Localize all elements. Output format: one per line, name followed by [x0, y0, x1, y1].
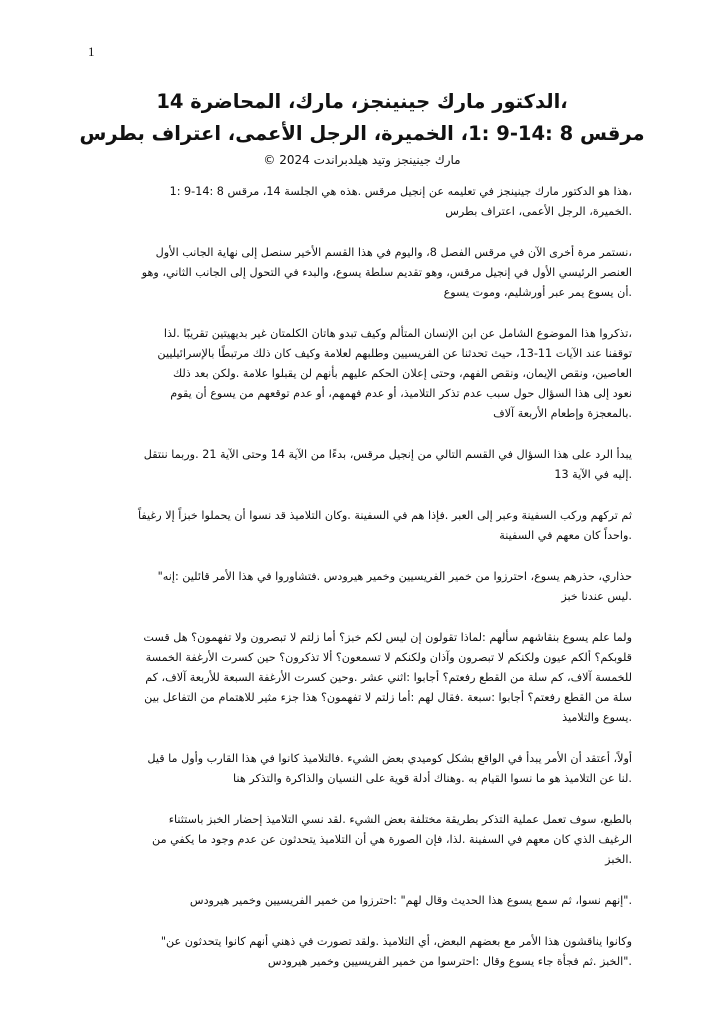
paragraph-line: .الخميرة، الرجل الأعمى، اعتراف بطرس [445, 205, 632, 218]
page-number: 1 [88, 44, 95, 59]
paragraph-line: يبدأ الرد على هذا السؤال في القسم التالي من إنجيل مرقس، بدءًا من الآية 14 وحتى الآية 21 .وربما ننتقل [143, 448, 632, 461]
paragraph-line: توقفنا عند الآيات 11-13، حيث تحدثنا عن الفريسيين وطلبهم لعلامة وكيف كان ذلك مرتبطًا بالإسرائيليين [157, 347, 632, 360]
paragraph-line: الرغيف الذي كان معهم في السفينة .لذا، فإن الصورة هي أن التلاميذ يتحدثون عن عدم وجود ما يكفي من [152, 833, 632, 846]
paragraph-line: وكانوا يناقشون هذا الأمر مع بعضهم البعض، أي التلاميذ .ولقد تصورت في ذهني أنهم كانوا يتحدثون عن" [160, 935, 632, 948]
paragraph-line: .بالمعجزة وإطعام الأربعة آلاف [493, 407, 632, 420]
paragraph [90, 891, 632, 911]
paragraph [90, 324, 632, 424]
paragraph-line: ثم تركهم وركب السفينة وعبر إلى العبر .فإذا هم في السفينة .وكان التلاميذ قد نسوا أن يحملوا خبزاً إلا رغيفاً [137, 509, 632, 522]
paragraph [90, 628, 632, 728]
paragraph [90, 506, 632, 546]
paragraph-line: .ليس عندنا خبز [561, 590, 632, 603]
paragraph-line: .إليه في الآية 13 [554, 468, 632, 481]
paragraph-line: العاصين، ونقص الإيمان، ونقص الفهم، وحتى إعلان الحكم عليهم بأنهم لن يقبلوا علامة .ولكن بعد ذلك [172, 367, 632, 380]
paragraph-line: العنصر الرئيسي الأول في إنجيل مرقس، وهو تقديم سلطة يسوع، والبدء في التحول إلى الجانب الثاني، وهو [141, 266, 632, 279]
paragraph-line: ."إنهم نسوا، ثم سمع يسوع هذا الحديث وقال لهم" :احترزوا من خمير الفريسيين وخمير هيرودس [189, 894, 632, 907]
paragraph-line: أولاً، أعتقد أن الأمر يبدأ في الواقع بشكل كوميدي بعض الشيء .فالتلاميذ كانوا في هذا القارب وأول ما قيل [147, 752, 632, 765]
paragraph-line: .أن يسوع يمر عبر أورشليم، وموت يسوع [443, 286, 632, 299]
paragraph [90, 243, 632, 303]
paragraph-line: .لنا عن التلاميذ هو ما نسوا القيام به .وهناك أدلة قوية على النسيان والذاكرة والتذكر هنا [233, 772, 632, 785]
paragraph [90, 567, 632, 607]
paragraph-line: قلوبكم؟ ألكم عيون ولكنكم لا تبصرون وآذان ولكنكم لا تسمعون؟ ألا تذكرون؟ حين كسرت الأرغفة الخمسة [145, 651, 632, 664]
paragraph [90, 445, 632, 485]
paragraph-line: بالطبع، سوف تعمل عملية التذكر بطريقة مختلفة بعض الشيء .لقد نسي التلاميذ إحضار الخبز باستثناء [168, 813, 632, 826]
paragraph-line: سلة من القطع رفعتم؟ أجابوا :سبعة .فقال لهم :أما زلتم لا تفهمون؟ هذا جزء مثير للاهتمام من التفاعل بين [144, 691, 632, 704]
title-line-2: مرقس 8 :14-9 :1، الخميرة، الرجل الأعمى، اعتراف بطرس [79, 122, 645, 145]
copyright-subtitle: مارك جينينجز وتيد هيلدبراندت 2024 © [263, 153, 461, 167]
paragraph [90, 810, 632, 870]
paragraph-line: .يسوع والتلاميذ [562, 711, 632, 724]
paragraph-line: ولما علم يسوع بنقاشهم سألهم :لماذا تقولون إن ليس لكم خبز؟ أما زلتم لا تبصرون ولا تفهمون؟ هل قست [143, 631, 632, 644]
paragraph-line: ،نستمر مرة أخرى الآن في مرقس الفصل 8، واليوم في هذا القسم الأخير سنصل إلى نهاية الجانب الأول [155, 246, 632, 259]
paragraph-line: .واحداً كان معهم في السفينة [499, 529, 632, 542]
document-header [70, 86, 654, 170]
paragraph [90, 932, 632, 972]
paragraph [90, 182, 632, 222]
paragraph-line: ."الخبز .ثم فجأة جاء يسوع وقال :احترسوا من خمير الفريسيين وخمير هيرودس [267, 955, 632, 968]
paragraph-line: للخمسة آلاف، كم سلة من القطع رفعتم؟ أجابوا :اثني عشر .وحين كسرت الأرغفة السبعة للأربعة آلاف، كم [145, 671, 632, 684]
title-line-1: ،الدكتور مارك جينينجز، مارك، المحاضرة 14 [156, 90, 568, 113]
paragraph-line: ،تذكروا هذا الموضوع الشامل عن ابن الإنسان المتألم وكيف تبدو هاتان الكلمتان غير بديهيتين تقريبًا .لذا [163, 327, 632, 340]
paragraph-line: ،هذا هو الدكتور مارك جينينجز في تعليمه عن إنجيل مرقس .هذه هي الجلسة 14، مرقس 8 :14-9 :1 [169, 185, 632, 198]
paragraph-line: نعود إلى هذا السؤال حول سبب عدم تذكر التلاميذ، أو عدم فهمهم، أو عدم توقعهم من يسوع أن يقوم [170, 387, 632, 400]
document-body [90, 182, 632, 993]
paragraph [90, 749, 632, 789]
paragraph-line: حذاري، حذرهم يسوع، احترزوا من خمير الفريسيين وخمير هيرودس .فتشاوروا في هذا الأمر قائلين :إنه" [157, 570, 632, 583]
paragraph-line: .الخبز [605, 853, 632, 866]
